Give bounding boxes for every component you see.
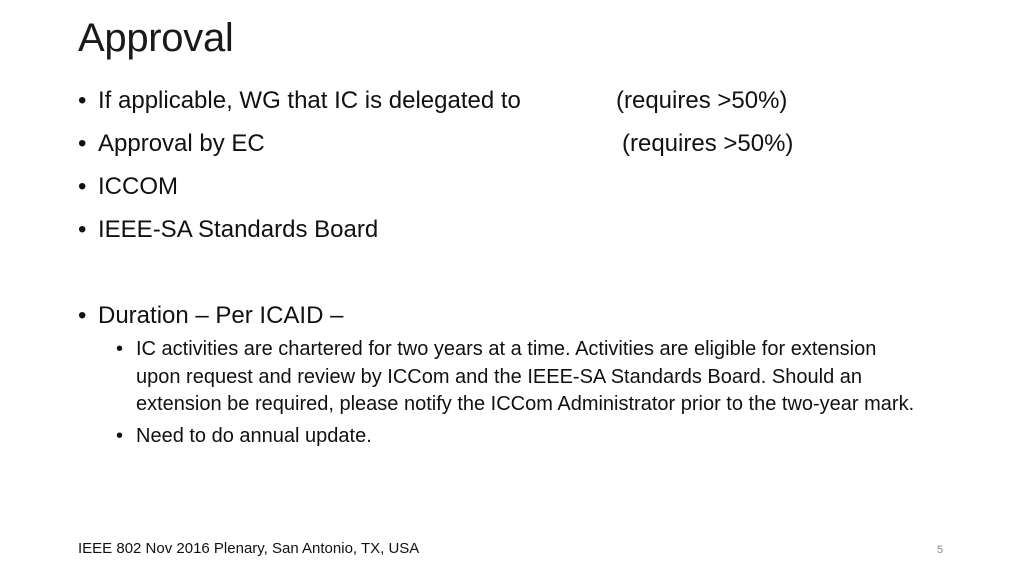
slide-footer: IEEE 802 Nov 2016 Plenary, San Antonio, TX, USA xyxy=(78,540,420,557)
bullet-marker: • xyxy=(78,130,87,157)
bullet-text: Duration – Per ICAID – xyxy=(98,302,344,329)
sub-bullet-marker: • xyxy=(116,424,124,447)
bullet-marker: • xyxy=(78,87,87,114)
slide-title: Approval xyxy=(78,16,234,60)
bullet-marker: • xyxy=(78,216,87,243)
sub-bullet-annual xyxy=(116,423,916,451)
sub-bullet-list xyxy=(116,336,916,450)
bullet-text: Approval by EC xyxy=(98,130,265,157)
spacer xyxy=(78,258,958,301)
bullet-item-wg xyxy=(78,86,958,129)
requirement-note: (requires >50%) xyxy=(622,130,794,157)
sub-bullet-charter xyxy=(116,336,916,419)
bullet-item-sasb xyxy=(78,215,958,258)
bullet-list xyxy=(78,86,958,454)
bullet-item-duration xyxy=(78,301,958,450)
bullet-text: If applicable, WG that IC is delegated to xyxy=(98,87,521,114)
page-number: 5 xyxy=(937,544,944,556)
requirement-note: (requires >50%) xyxy=(616,87,788,114)
bullet-item-iccom xyxy=(78,172,958,215)
sub-bullet-text: IC activities are chartered for two years at a time. Activities are eligible for extension upon request and review by ICCom and the IEEE-SA Standards Board. Should an extension be required, please notify the ICCom Administrator prior to the two-year mark. xyxy=(136,338,915,415)
bullet-text: IEEE-SA Standards Board xyxy=(98,216,379,243)
bullet-text: ICCOM xyxy=(98,173,178,200)
bullet-item-ec xyxy=(78,129,958,172)
sub-bullet-text: Need to do annual update. xyxy=(136,424,372,447)
bullet-marker: • xyxy=(78,302,87,329)
bullet-marker: • xyxy=(78,173,87,200)
sub-bullet-marker: • xyxy=(116,338,124,360)
